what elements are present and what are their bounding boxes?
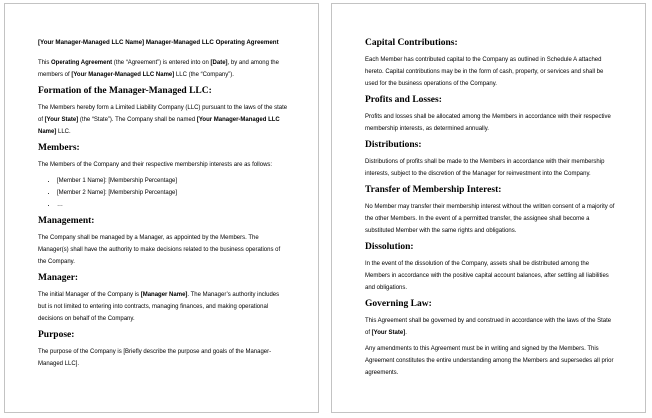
paragraph — [38, 289, 288, 325]
text-run: (the “Agreement”) is entered into on — [112, 60, 211, 66]
placeholder-bold-text: Operating Agreement — [51, 60, 113, 66]
paragraph — [38, 159, 288, 171]
paragraph — [365, 156, 615, 180]
text-run: Profits and losses shall be allocated among the Members in accordance with their respective membership interests, as determined annually. — [365, 114, 611, 132]
text-run: Each Member has contributed capital to the Company as outlined in Schedule A attached hereto. Capital contributions may be in the form of cash, property, or services and shall be used for the business operations of the Company. — [365, 57, 604, 87]
list-item — [57, 199, 288, 211]
text-run: The Members hereby form a Limited Liability Company (LLC) pursuant to the laws of the state of — [38, 105, 288, 123]
placeholder-bold-text: [Manager Name] — [140, 292, 188, 298]
text-run: [Member 1 Name]: [Membership Percentage] — [57, 178, 178, 184]
text-run: . — [405, 330, 407, 336]
section-heading: Formation of the Manager-Managed LLC: — [38, 86, 212, 96]
section-heading: Management: — [38, 216, 95, 226]
page-2 — [331, 3, 646, 413]
text-run: LLC (the “Company”). — [174, 72, 234, 78]
text-run: (the “State”). The Company shall be named — [78, 117, 197, 123]
text-run: . The Manager’s authority includes but is not limited to entering into contracts, managing finances, and making operational decisions on behalf of the Company. — [38, 292, 280, 322]
paragraph — [365, 258, 615, 294]
placeholder-bold-text: [Your State] — [44, 117, 79, 123]
paragraph — [365, 343, 615, 379]
text-run: The purpose of the Company is [Briefly describe the purpose and goals of the Manager-Managed LLC]. — [38, 349, 272, 367]
section-heading: Capital Contributions: — [365, 38, 458, 48]
text-run: Distributions of profits shall be made to the Members in accordance with their membership interests, subject to the discretion of the Manager for reinvestment into the Company. — [365, 159, 605, 177]
paragraph — [365, 201, 615, 237]
section-heading: Dissolution: — [365, 242, 414, 252]
text-run: The initial Manager of the Company is — [38, 292, 141, 298]
paragraph — [38, 232, 288, 268]
text-run: … — [57, 202, 63, 208]
section-heading: Members: — [38, 143, 80, 153]
member-list — [38, 175, 288, 211]
placeholder-bold-text: [Date] — [210, 60, 228, 66]
section-heading: Governing Law: — [365, 299, 432, 309]
page-1 — [4, 3, 319, 413]
document-title — [38, 37, 288, 49]
section-heading: Manager: — [38, 273, 79, 283]
text-run: In the event of the dissolution of the Company, assets shall be distributed among the Members in accordance with the positive capital account balances, after settling all liabilities and obligations. — [365, 261, 609, 291]
placeholder-bold-text: [Your Manager-Managed LLC Name] — [71, 72, 175, 78]
paragraph — [365, 315, 615, 339]
text-run: This Agreement shall be governed by and construed in accordance with the laws of the State of — [365, 318, 612, 336]
text-run: LLC. — [56, 129, 71, 135]
section-heading: Distributions: — [365, 140, 422, 150]
placeholder-bold-text: [Your State] — [371, 330, 406, 336]
text-run: This — [38, 60, 52, 66]
text-run: [Member 2 Name]: [Membership Percentage] — [57, 190, 178, 196]
list-item — [57, 187, 288, 199]
list-item — [57, 175, 288, 187]
paragraph — [365, 54, 615, 90]
paragraph — [38, 57, 288, 81]
text-run: The Company shall be managed by a Manager, as appointed by the Members. The Manager(s) shall have the authority to make decisions related to the business operations of the Company. — [38, 235, 281, 265]
paragraph — [365, 111, 615, 135]
text-run: The Members of the Company and their respective membership interests are as follows: — [38, 162, 273, 168]
text-run: No Member may transfer their membership interest without the written consent of a majority of the other Members. In the event of a permitted transfer, the assignee shall become a substituted Member with the same rights and obligations. — [365, 204, 615, 234]
placeholder-bold-text: [Your Manager-Managed LLC Name] — [38, 117, 280, 135]
section-heading: Transfer of Membership Interest: — [365, 185, 502, 195]
text-run: , by and among the members of — [38, 60, 279, 78]
paragraph — [38, 102, 288, 138]
section-heading: Profits and Losses: — [365, 95, 442, 105]
text-run: Any amendments to this Agreement must be in writing and signed by the Members. This Agreement constitutes the entire understanding among the Members and supersedes all prior agreements. — [365, 346, 614, 376]
paragraph — [38, 346, 288, 370]
section-heading: Purpose: — [38, 330, 75, 340]
placeholder-bold-text: [Your Manager-Managed LLC Name] Manager-Managed LLC Operating Agreement — [38, 39, 279, 46]
